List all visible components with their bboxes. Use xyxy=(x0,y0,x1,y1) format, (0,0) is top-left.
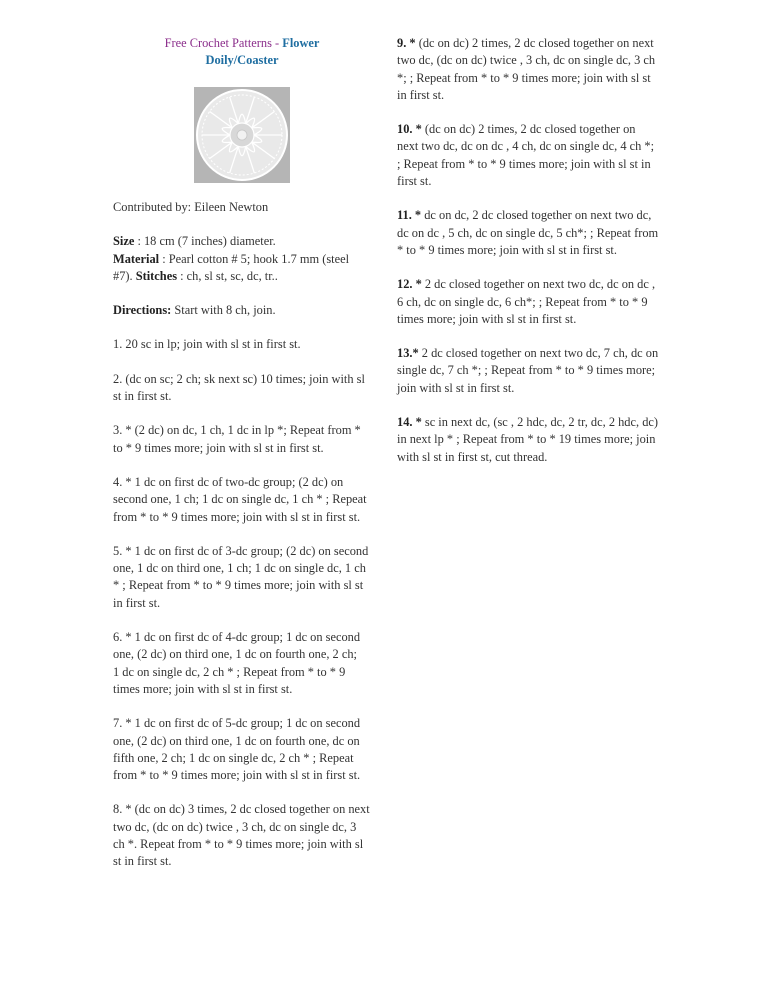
row-3: 3. * (2 dc) on dc, 1 ch, 1 dc in lp *; Repeat from * to * 9 times more; join with sl st in first st. xyxy=(113,423,361,455)
row-10: 10. * (dc on dc) 2 times, 2 dc closed together on next two dc, dc on dc , 4 ch, dc on single dc, 4 ch *; ; Repeat from * to * 9 times more; join with sl st in first st. xyxy=(397,122,655,189)
row-12: 12. * 2 dc closed together on next two dc, dc on dc , 6 ch, dc on single dc, 6 ch*; ; Repeat from * to * 9 times more; join with sl st in first st. xyxy=(397,277,656,326)
contributor-line: Contributed by: Eileen Newton xyxy=(113,200,269,214)
row-8-start: 8. * (dc on dc) 3 times, 2 dc closed together on next two dc, (dc on dc) twice , 3 ch, dc on single dc, 3 ch *. Repeat from * to * 9 times more; join with sl st in first st. xyxy=(113,802,370,869)
row-11: 11. * dc on dc, 2 dc closed together on next two dc, dc on dc , 5 ch, dc on single dc, 5 ch*; ; Repeat from * to * 9 times more; join with sl st in first st. xyxy=(397,208,659,257)
page-title xyxy=(113,35,371,69)
row-4: 4. * 1 dc on first dc of two-dc group; (2 dc) on second one, 1 ch; 1 dc on single dc, 1 ch * ; Repeat from * to * 9 times more; join with sl st in first st. xyxy=(113,474,367,524)
materials-block xyxy=(113,233,371,285)
material-label: Material xyxy=(113,251,160,266)
title-accent-2: Doily/Coaster xyxy=(205,53,279,67)
title-prefix: Free Crochet Patterns - xyxy=(164,36,283,50)
stitches-label: Stitches xyxy=(135,268,178,283)
material-value: : Pearl cotton # 5; hook 1.7 mm (steel #7). xyxy=(113,251,350,283)
doily-photo xyxy=(194,87,290,183)
row-9: 9. * (dc on dc) 2 times, 2 dc closed together on next two dc, (dc on dc) twice , 3 ch, dc on single dc, 3 ch *; ; Repeat from * to * 9 times more; join with sl st in first st. xyxy=(397,36,656,102)
left-column xyxy=(113,35,371,888)
directions xyxy=(113,302,371,319)
size-label: Size xyxy=(113,234,135,249)
row-7: 7. * 1 dc on first dc of 5-dc group; 1 dc on second one, (2 dc) on third one, 1 dc on fourth one, dc on fifth one, 2 ch; 1 dc on single dc, 2 ch * ; Repeat from * to * 9 times more; join with sl st in first st. xyxy=(113,716,361,783)
directions-label: Directions: xyxy=(113,303,172,318)
row-13: 13.* 2 dc closed together on next two dc, 7 ch, dc on single dc, 7 ch *; ; Repeat from * to * 9 times more; join with sl st in first st. xyxy=(397,346,659,395)
title-accent-1: Flower xyxy=(282,36,320,50)
row-2: 2. (dc on sc; 2 ch; sk next sc) 10 times; join with sl st in first st. xyxy=(113,371,365,404)
directions-text: Start with 8 ch, join. xyxy=(171,303,276,318)
size-value: : 18 cm (7 inches) diameter. xyxy=(134,234,276,249)
stitches-value: : ch, sl st, sc, dc, tr.. xyxy=(177,268,278,283)
row-6: 6. * 1 dc on first dc of 4-dc group; 1 dc on second one, (2 dc) on third one, 1 dc on fourth one, 2 ch; 1 dc on single dc, 2 ch * ; Repeat from * to * 9 times more; join with sl st in first st. xyxy=(113,630,361,696)
row-1: 1. 20 sc in lp; join with sl st in first st. xyxy=(113,337,301,352)
right-column xyxy=(397,35,659,483)
row-14: 14. * sc in next dc, (sc , 2 hdc, dc, 2 tr, dc, 2 hdc, dc) in next lp * ; Repeat from * to * 19 times more; join with sl st in first st, cut thread. xyxy=(397,415,659,464)
row-5: 5. * 1 dc on first dc of 3-dc group; (2 dc) on second one, 1 dc on third one, 1 ch; 1 dc on single dc, 1 ch * ; Repeat from * to * 9 times more; join with sl st in first st. xyxy=(113,543,369,610)
